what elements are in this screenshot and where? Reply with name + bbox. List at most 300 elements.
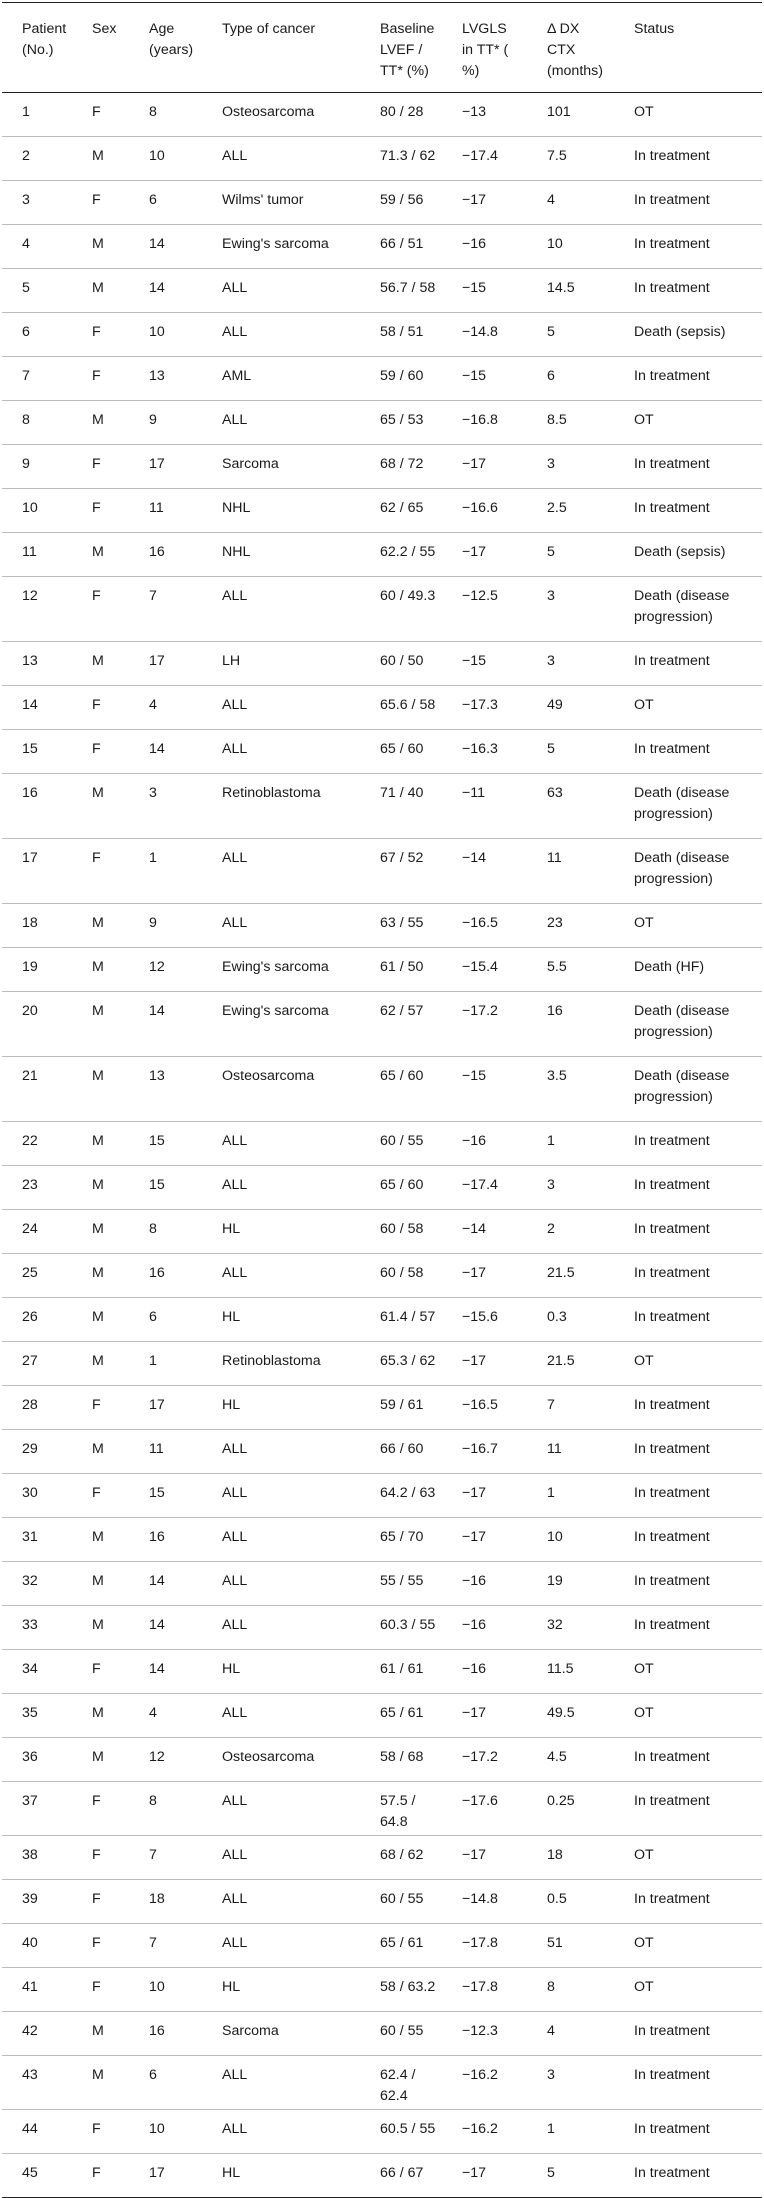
cell-sex: M bbox=[92, 1309, 104, 1325]
cell-lvgls: −17.8 bbox=[462, 1935, 498, 1951]
cell-status: In treatment bbox=[634, 148, 710, 164]
cell-lvgls: −16.5 bbox=[462, 915, 498, 931]
cell-status: In treatment bbox=[634, 1441, 710, 1457]
cell-dx-ctx: 21.5 bbox=[547, 1265, 575, 1281]
cell-sex: M bbox=[92, 653, 104, 669]
cell-lvgls: −16.2 bbox=[462, 2121, 498, 2137]
cell-age: 9 bbox=[149, 915, 157, 931]
table-row bbox=[2, 93, 762, 137]
cell-status: OT bbox=[634, 104, 654, 120]
cell-cancer-type: ALL bbox=[222, 1847, 248, 1863]
cell-cancer-type: ALL bbox=[222, 1133, 248, 1149]
cell-age: 16 bbox=[149, 2023, 165, 2039]
cell-cancer-type: ALL bbox=[222, 280, 248, 296]
table-row bbox=[2, 1166, 762, 1210]
table-row bbox=[2, 1650, 762, 1694]
cell-lvgls: −17.2 bbox=[462, 1003, 498, 1019]
cell-cancer-type: Retinoblastoma bbox=[222, 1353, 321, 1369]
header-line: TT* (%) bbox=[380, 63, 429, 79]
cell-age: 14 bbox=[149, 741, 165, 757]
cell-lvgls: −16.6 bbox=[462, 500, 498, 516]
cell-status: In treatment bbox=[634, 1177, 710, 1193]
cell-status: In treatment bbox=[634, 1221, 710, 1237]
cell-dx-ctx: 2 bbox=[547, 1221, 555, 1237]
cell-cancer-type: ALL bbox=[222, 2121, 248, 2137]
table-row bbox=[2, 1122, 762, 1166]
cell-lvgls: −17 bbox=[462, 456, 487, 472]
cell-age: 8 bbox=[149, 104, 157, 120]
cell-age: 3 bbox=[149, 785, 157, 801]
cell-baseline-lvef: 66 / 67 bbox=[380, 2165, 424, 2181]
table-row bbox=[2, 1210, 762, 1254]
cell-status: OT bbox=[634, 697, 654, 713]
cell-lvgls: −14.8 bbox=[462, 324, 498, 340]
header-line: %) bbox=[462, 63, 480, 79]
cell-lvgls: −17 bbox=[462, 544, 487, 560]
cell-cancer-type: ALL bbox=[222, 1617, 248, 1633]
cell-dx-ctx: 1 bbox=[547, 1133, 555, 1149]
cell-dx-ctx: 3 bbox=[547, 456, 555, 472]
cell-lvgls: −17 bbox=[462, 1705, 487, 1721]
cell-status: Death (sepsis) bbox=[634, 544, 726, 560]
cell-age: 18 bbox=[149, 1891, 165, 1907]
cell-sex: F bbox=[92, 1847, 101, 1863]
cell-cancer-type: ALL bbox=[222, 1793, 248, 1809]
cell-age: 14 bbox=[149, 280, 165, 296]
header-line: Age bbox=[149, 21, 175, 37]
table-row bbox=[2, 839, 762, 904]
table-row bbox=[2, 686, 762, 730]
cell-age: 14 bbox=[149, 1003, 165, 1019]
cell-status: OT bbox=[634, 1847, 654, 1863]
cell-baseline-lvef: 66 / 51 bbox=[380, 236, 424, 252]
cell-cancer-type: ALL bbox=[222, 1529, 248, 1545]
cell-sex: M bbox=[92, 1003, 104, 1019]
cell-age: 6 bbox=[149, 2067, 157, 2083]
cell-age: 1 bbox=[149, 850, 157, 866]
cell-sex: F bbox=[92, 850, 101, 866]
cell-dx-ctx: 6 bbox=[547, 368, 555, 384]
cell-cancer-type: HL bbox=[222, 1221, 241, 1237]
cell-sex: F bbox=[92, 2121, 101, 2137]
cell-lvgls: −17.8 bbox=[462, 1979, 498, 1995]
header-line: (years) bbox=[149, 42, 194, 58]
cell-sex: F bbox=[92, 104, 101, 120]
cell-patient-no: 1 bbox=[22, 104, 30, 120]
cell-patient-no: 17 bbox=[22, 850, 38, 866]
cell-patient-no: 20 bbox=[22, 1003, 38, 1019]
cell-lvgls: −14 bbox=[462, 1221, 487, 1237]
cell-baseline-lvef: 60 / 49.3 bbox=[380, 588, 436, 604]
cell-dx-ctx: 11 bbox=[547, 850, 562, 866]
cell-dx-ctx: 63 bbox=[547, 785, 563, 801]
cell-dx-ctx: 49 bbox=[547, 697, 563, 713]
cell-dx-ctx: 19 bbox=[547, 1573, 563, 1589]
cell-age: 7 bbox=[149, 1847, 157, 1863]
header-line: in TT* ( bbox=[462, 42, 509, 58]
cell-baseline-lvef: 62 / 57 bbox=[380, 1003, 424, 1019]
cell-cancer-type: NHL bbox=[222, 500, 251, 516]
cell-sex: M bbox=[92, 1749, 104, 1765]
cell-status: In treatment bbox=[634, 1529, 710, 1545]
cell-dx-ctx: 49.5 bbox=[547, 1705, 575, 1721]
cell-cancer-type: ALL bbox=[222, 2067, 248, 2083]
cell-patient-no: 29 bbox=[22, 1441, 38, 1457]
cell-lvgls: −17.4 bbox=[462, 1177, 498, 1193]
cell-age: 17 bbox=[149, 653, 165, 669]
cell-patient-no: 15 bbox=[22, 741, 38, 757]
header-status bbox=[614, 3, 762, 93]
cell-age: 11 bbox=[149, 1441, 164, 1457]
cell-baseline-lvef: 56.7 / 58 bbox=[380, 280, 436, 296]
cell-baseline-lvef: 71 / 40 bbox=[380, 785, 424, 801]
cell-dx-ctx: 16 bbox=[547, 1003, 563, 1019]
cell-dx-ctx: 32 bbox=[547, 1617, 563, 1633]
table-row bbox=[2, 1386, 762, 1430]
cell-lvgls: −17 bbox=[462, 1847, 487, 1863]
cell-patient-no: 6 bbox=[22, 324, 30, 340]
cell-patient-no: 12 bbox=[22, 588, 38, 604]
cell-baseline-lvef: 60 / 50 bbox=[380, 653, 424, 669]
cell-patient-no: 37 bbox=[22, 1793, 38, 1809]
header-line: Status bbox=[634, 21, 675, 37]
cell-sex: F bbox=[92, 1793, 101, 1809]
cell-sex: M bbox=[92, 148, 104, 164]
cell-status: In treatment bbox=[634, 1891, 710, 1907]
cell-cancer-type: ALL bbox=[222, 697, 248, 713]
table-row bbox=[2, 533, 762, 577]
cell-age: 9 bbox=[149, 412, 157, 428]
table-row bbox=[2, 730, 762, 774]
cell-patient-no: 39 bbox=[22, 1891, 38, 1907]
cell-patient-no: 5 bbox=[22, 280, 30, 296]
cell-baseline-lvef: 67 / 52 bbox=[380, 850, 424, 866]
cell-age: 15 bbox=[149, 1485, 165, 1501]
cell-dx-ctx: 3 bbox=[547, 588, 555, 604]
cell-dx-ctx: 0.3 bbox=[547, 1309, 567, 1325]
cell-baseline-lvef: 65 / 70 bbox=[380, 1529, 424, 1545]
cell-patient-no: 32 bbox=[22, 1573, 38, 1589]
cell-age: 8 bbox=[149, 1221, 157, 1237]
cell-baseline-lvef: 59 / 60 bbox=[380, 368, 424, 384]
cell-lvgls: −16.3 bbox=[462, 741, 498, 757]
cell-baseline-lvef: 65 / 61 bbox=[380, 1935, 424, 1951]
cell-patient-no: 27 bbox=[22, 1353, 38, 1369]
table-row bbox=[2, 489, 762, 533]
cell-lvgls: −17 bbox=[462, 1485, 487, 1501]
cell-cancer-type: Wilms' tumor bbox=[222, 192, 304, 208]
header-line: (No.) bbox=[22, 42, 54, 58]
cell-sex: M bbox=[92, 1177, 104, 1193]
cell-status: In treatment bbox=[634, 500, 710, 516]
cell-lvgls: −17 bbox=[462, 192, 487, 208]
cell-cancer-type: ALL bbox=[222, 1441, 248, 1457]
header-line: Δ DX bbox=[547, 21, 580, 37]
cell-age: 1 bbox=[149, 1353, 157, 1369]
cell-patient-no: 36 bbox=[22, 1749, 38, 1765]
cell-lvgls: −15 bbox=[462, 368, 487, 384]
cell-lvgls: −16.7 bbox=[462, 1441, 498, 1457]
cell-dx-ctx: 5.5 bbox=[547, 959, 567, 975]
cell-cancer-type: ALL bbox=[222, 850, 248, 866]
cell-patient-no: 3 bbox=[22, 192, 30, 208]
table-row bbox=[2, 1254, 762, 1298]
cell-status: In treatment bbox=[634, 653, 710, 669]
cell-baseline-lvef: 60.5 / 55 bbox=[380, 2121, 436, 2137]
cell-cancer-type: ALL bbox=[222, 741, 248, 757]
cell-dx-ctx: 3 bbox=[547, 653, 555, 669]
table-row bbox=[2, 1606, 762, 1650]
table-row bbox=[2, 269, 762, 313]
cell-dx-ctx: 7.5 bbox=[547, 148, 567, 164]
cell-patient-no: 40 bbox=[22, 1935, 38, 1951]
cell-age: 7 bbox=[149, 1935, 157, 1951]
cell-lvgls: −12.3 bbox=[462, 2023, 498, 2039]
cell-dx-ctx: 0.25 bbox=[547, 1793, 575, 1809]
table-row bbox=[2, 1057, 762, 1122]
cell-age: 14 bbox=[149, 1573, 165, 1589]
cell-status: Death (disease progression) bbox=[634, 1068, 730, 1105]
cell-sex: M bbox=[92, 959, 104, 975]
cell-baseline-lvef: 60.3 / 55 bbox=[380, 1617, 436, 1633]
cell-patient-no: 26 bbox=[22, 1309, 38, 1325]
cell-patient-no: 23 bbox=[22, 1177, 38, 1193]
table-row bbox=[2, 401, 762, 445]
cell-age: 10 bbox=[149, 148, 165, 164]
cell-lvgls: −17.4 bbox=[462, 148, 498, 164]
header-line: Type of cancer bbox=[222, 21, 316, 37]
cell-dx-ctx: 5 bbox=[547, 2165, 555, 2181]
cell-baseline-lvef: 71.3 / 62 bbox=[380, 148, 436, 164]
cell-cancer-type: ALL bbox=[222, 1177, 248, 1193]
cell-patient-no: 11 bbox=[22, 544, 37, 560]
header-age bbox=[129, 3, 202, 93]
cell-patient-no: 30 bbox=[22, 1485, 38, 1501]
cell-dx-ctx: 5 bbox=[547, 544, 555, 560]
cell-baseline-lvef: 55 / 55 bbox=[380, 1573, 424, 1589]
cell-patient-no: 24 bbox=[22, 1221, 38, 1237]
cell-cancer-type: ALL bbox=[222, 324, 248, 340]
cell-sex: F bbox=[92, 1891, 101, 1907]
cell-age: 15 bbox=[149, 1133, 165, 1149]
cell-lvgls: −16 bbox=[462, 236, 487, 252]
table-header bbox=[2, 3, 762, 93]
cell-age: 17 bbox=[149, 1397, 165, 1413]
cell-status: In treatment bbox=[634, 1573, 710, 1589]
cell-status: Death (HF) bbox=[634, 959, 705, 975]
header-line: CTX bbox=[547, 42, 576, 58]
table-row bbox=[2, 445, 762, 489]
table-row bbox=[2, 2012, 762, 2056]
cell-dx-ctx: 5 bbox=[547, 324, 555, 340]
cell-baseline-lvef: 65 / 53 bbox=[380, 412, 424, 428]
cell-status: OT bbox=[634, 412, 654, 428]
cell-baseline-lvef: 61 / 50 bbox=[380, 959, 424, 975]
cell-status: OT bbox=[634, 1661, 654, 1677]
cell-patient-no: 7 bbox=[22, 368, 30, 384]
cell-lvgls: −16 bbox=[462, 1661, 487, 1677]
cell-baseline-lvef: 57.5 / 64.8 bbox=[380, 1793, 416, 1830]
cell-lvgls: −16 bbox=[462, 1617, 487, 1633]
cell-patient-no: 18 bbox=[22, 915, 38, 931]
cell-cancer-type: ALL bbox=[222, 412, 248, 428]
cell-age: 4 bbox=[149, 697, 157, 713]
cell-dx-ctx: 101 bbox=[547, 104, 571, 120]
cell-status: In treatment bbox=[634, 1485, 710, 1501]
cell-dx-ctx: 4 bbox=[547, 2023, 555, 2039]
cell-baseline-lvef: 60 / 55 bbox=[380, 1891, 424, 1907]
cell-age: 14 bbox=[149, 236, 165, 252]
cell-status: In treatment bbox=[634, 236, 710, 252]
cell-cancer-type: Retinoblastoma bbox=[222, 785, 321, 801]
cell-status: In treatment bbox=[634, 2165, 710, 2181]
cell-patient-no: 10 bbox=[22, 500, 38, 516]
cell-baseline-lvef: 63 / 55 bbox=[380, 915, 424, 931]
cell-lvgls: −13 bbox=[462, 104, 487, 120]
cell-baseline-lvef: 80 / 28 bbox=[380, 104, 424, 120]
cell-dx-ctx: 3.5 bbox=[547, 1068, 567, 1084]
cell-dx-ctx: 14.5 bbox=[547, 280, 575, 296]
cell-cancer-type: HL bbox=[222, 1397, 241, 1413]
cell-baseline-lvef: 64.2 / 63 bbox=[380, 1485, 436, 1501]
cell-status: Death (disease progression) bbox=[634, 588, 730, 625]
cell-sex: F bbox=[92, 741, 101, 757]
cell-sex: M bbox=[92, 1617, 104, 1633]
cell-status: Death (disease progression) bbox=[634, 850, 730, 887]
cell-patient-no: 43 bbox=[22, 2067, 38, 2083]
cell-patient-no: 31 bbox=[22, 1529, 38, 1545]
cell-patient-no: 16 bbox=[22, 785, 38, 801]
cell-lvgls: −17 bbox=[462, 1529, 487, 1545]
cell-patient-no: 2 bbox=[22, 148, 30, 164]
cell-status: OT bbox=[634, 1979, 654, 1995]
cell-patient-no: 19 bbox=[22, 959, 38, 975]
cell-cancer-type: Osteosarcoma bbox=[222, 104, 315, 120]
cell-cancer-type: ALL bbox=[222, 1265, 248, 1281]
cell-age: 15 bbox=[149, 1177, 165, 1193]
table-row bbox=[2, 1518, 762, 1562]
cell-status: In treatment bbox=[634, 741, 710, 757]
cell-sex: F bbox=[92, 1935, 101, 1951]
cell-dx-ctx: 18 bbox=[547, 1847, 563, 1863]
table-row bbox=[2, 577, 762, 642]
cell-status: In treatment bbox=[634, 1309, 710, 1325]
cell-dx-ctx: 8.5 bbox=[547, 412, 567, 428]
table-row bbox=[2, 774, 762, 839]
cell-cancer-type: HL bbox=[222, 1309, 241, 1325]
cell-status: OT bbox=[634, 1935, 654, 1951]
cell-status: In treatment bbox=[634, 1749, 710, 1765]
table-row bbox=[2, 357, 762, 401]
header-line: (months) bbox=[547, 63, 603, 79]
cell-sex: M bbox=[92, 1353, 104, 1369]
cell-cancer-type: NHL bbox=[222, 544, 251, 560]
cell-lvgls: −14.8 bbox=[462, 1891, 498, 1907]
cell-age: 7 bbox=[149, 588, 157, 604]
cell-cancer-type: Ewing's sarcoma bbox=[222, 1003, 329, 1019]
table-body bbox=[2, 93, 762, 2198]
cell-age: 17 bbox=[149, 456, 165, 472]
cell-baseline-lvef: 58 / 51 bbox=[380, 324, 424, 340]
table-row bbox=[2, 1430, 762, 1474]
cell-baseline-lvef: 60 / 55 bbox=[380, 2023, 424, 2039]
table-row bbox=[2, 1782, 762, 1836]
cell-lvgls: −12.5 bbox=[462, 588, 498, 604]
cell-dx-ctx: 21.5 bbox=[547, 1353, 575, 1369]
cell-lvgls: −16 bbox=[462, 1133, 487, 1149]
cell-patient-no: 28 bbox=[22, 1397, 38, 1413]
cell-baseline-lvef: 65 / 60 bbox=[380, 741, 424, 757]
cell-dx-ctx: 4 bbox=[547, 192, 555, 208]
cell-sex: F bbox=[92, 368, 101, 384]
cell-lvgls: −17 bbox=[462, 1265, 487, 1281]
cell-dx-ctx: 10 bbox=[547, 1529, 563, 1545]
cell-age: 10 bbox=[149, 1979, 165, 1995]
cell-baseline-lvef: 65.6 / 58 bbox=[380, 697, 436, 713]
table-row bbox=[2, 904, 762, 948]
cell-sex: F bbox=[92, 1979, 101, 1995]
cell-age: 16 bbox=[149, 544, 165, 560]
cell-sex: F bbox=[92, 192, 101, 208]
cell-patient-no: 38 bbox=[22, 1847, 38, 1863]
header-sex bbox=[72, 3, 129, 93]
cell-dx-ctx: 2.5 bbox=[547, 500, 567, 516]
cell-status: In treatment bbox=[634, 1793, 710, 1809]
cell-age: 12 bbox=[149, 959, 165, 975]
cell-age: 13 bbox=[149, 368, 165, 384]
cell-baseline-lvef: 65 / 60 bbox=[380, 1068, 424, 1084]
header-line: Sex bbox=[92, 21, 117, 37]
header-line: Patient bbox=[22, 21, 67, 37]
cell-sex: M bbox=[92, 1265, 104, 1281]
cell-patient-no: 34 bbox=[22, 1661, 38, 1677]
cell-sex: F bbox=[92, 2165, 101, 2181]
cell-dx-ctx: 5 bbox=[547, 741, 555, 757]
cell-age: 16 bbox=[149, 1265, 165, 1281]
cell-status: OT bbox=[634, 1353, 654, 1369]
cell-sex: F bbox=[92, 1397, 101, 1413]
cell-baseline-lvef: 59 / 56 bbox=[380, 192, 424, 208]
cell-cancer-type: Sarcoma bbox=[222, 456, 279, 472]
header-dx-ctx bbox=[527, 3, 614, 93]
table-row bbox=[2, 642, 762, 686]
header-baseline-lvef bbox=[360, 3, 442, 93]
cell-lvgls: −16.8 bbox=[462, 412, 498, 428]
cell-baseline-lvef: 66 / 60 bbox=[380, 1441, 424, 1457]
cell-sex: M bbox=[92, 1133, 104, 1149]
table-row bbox=[2, 1474, 762, 1518]
cell-cancer-type: HL bbox=[222, 2165, 241, 2181]
cell-dx-ctx: 7 bbox=[547, 1397, 555, 1413]
cell-sex: F bbox=[92, 1661, 101, 1677]
table-row bbox=[2, 2110, 762, 2154]
cell-patient-no: 4 bbox=[22, 236, 30, 252]
cell-patient-no: 35 bbox=[22, 1705, 38, 1721]
cell-sex: M bbox=[92, 544, 104, 560]
cell-lvgls: −16.2 bbox=[462, 2067, 498, 2083]
table-row bbox=[2, 1342, 762, 1386]
cell-age: 13 bbox=[149, 1068, 165, 1084]
cell-lvgls: −15 bbox=[462, 1068, 487, 1084]
cell-status: OT bbox=[634, 915, 654, 931]
cell-sex: M bbox=[92, 412, 104, 428]
table-row bbox=[2, 1298, 762, 1342]
cell-baseline-lvef: 58 / 68 bbox=[380, 1749, 424, 1765]
cell-sex: M bbox=[92, 1705, 104, 1721]
cell-baseline-lvef: 62 / 65 bbox=[380, 500, 424, 516]
cell-age: 14 bbox=[149, 1661, 165, 1677]
cell-cancer-type: ALL bbox=[222, 588, 248, 604]
